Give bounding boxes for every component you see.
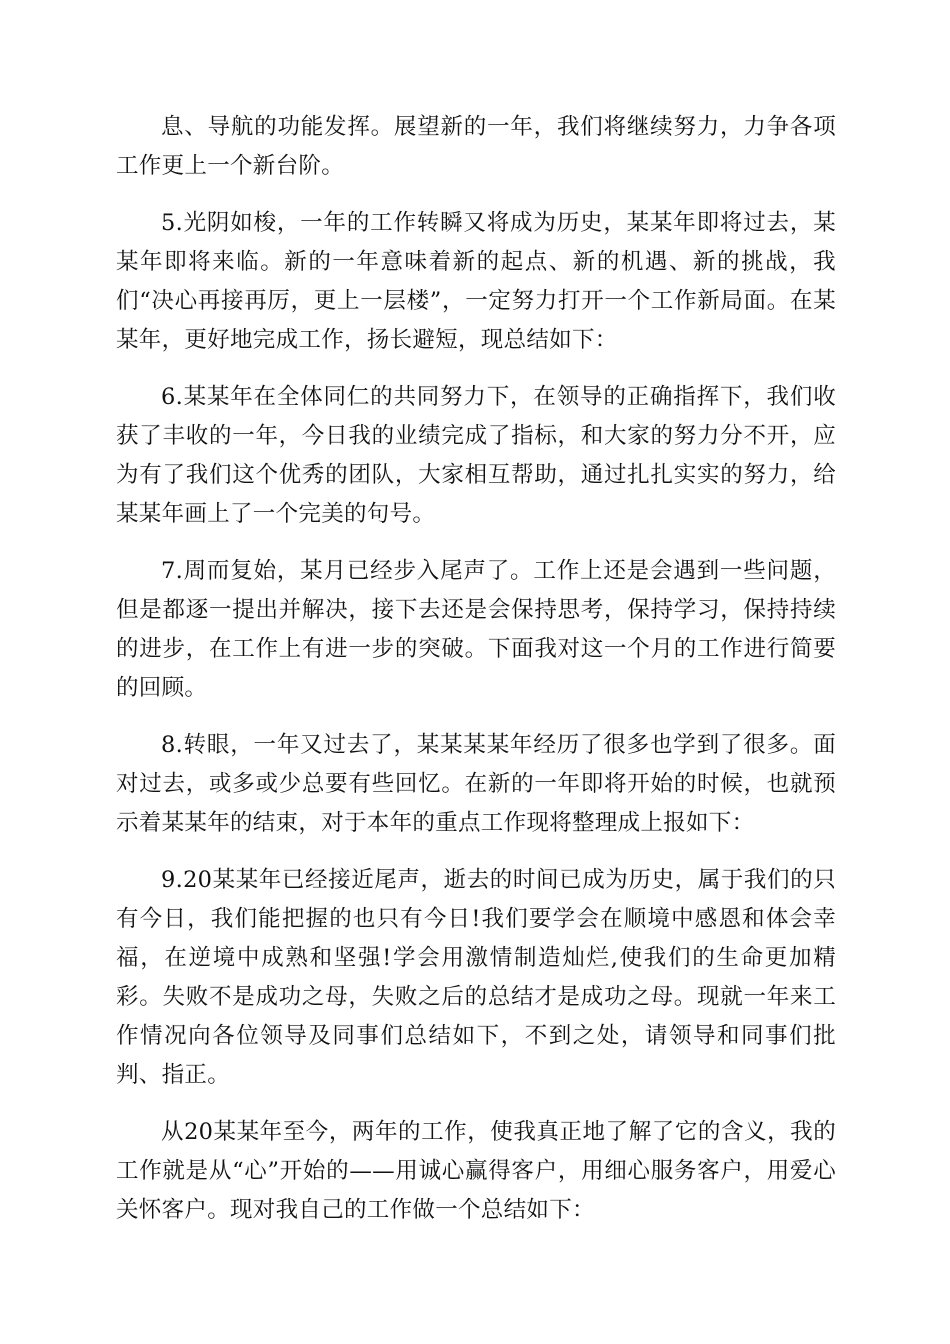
paragraph-closing: 从20某某年至今，两年的工作，使我真正地了解了它的含义，我的工作就是从“心”开始的——用诚心赢得客户，用细心服务客户，用爱心关怀客户。现对我自己的工作做一个总结如下：: [116, 1119, 836, 1223]
document-body: [116, 108, 836, 1248]
paragraph-7: 7.周而复始，某月已经步入尾声了。工作上还是会遇到一些问题，但是都逐一提出并解决，接下去还是会保持思考，保持学习，保持持续的进步，在工作上有进一步的突破。下面我对这一个月的工作进行简要的回顾。: [116, 558, 836, 701]
paragraph-9: 9.20某某年已经接近尾声，逝去的时间已成为历史，属于我们的只有今日，我们能把握的也只有今日!我们要学会在顺境中感恩和体会幸福，在逆境中成熟和坚强!学会用激情制造灿烂,使我们的生命更加精彩。失败不是成功之母，失败之后的总结才是成功之母。现就一年来工作情况向各位领导及同事们总结如下，不到之处，请领导和同事们批判、指正。: [116, 867, 836, 1088]
paragraph-8: 8.转眼，一年又过去了，某某某某年经历了很多也学到了很多。面对过去，或多或少总要有些回忆。在新的一年即将开始的时候，也就预示着某某年的结束，对于本年的重点工作现将整理成上报如下：: [116, 732, 836, 836]
paragraph-continued: 息、导航的功能发挥。展望新的一年，我们将继续努力，力争各项工作更上一个新台阶。: [116, 114, 836, 179]
paragraph-6: 6.某某年在全体同仁的共同努力下，在领导的正确指挥下，我们收获了丰收的一年，今日我的业绩完成了指标，和大家的努力分不开，应为有了我们这个优秀的团队，大家相互帮助，通过扎扎实实的努力，给某某年画上了一个完美的句号。: [116, 384, 836, 527]
paragraph-5: 5.光阴如梭，一年的工作转瞬又将成为历史，某某年即将过去，某某年即将来临。新的一年意味着新的起点、新的机遇、新的挑战，我们“决心再接再厉，更上一层楼”，一定努力打开一个工作新局面。在某某年，更好地完成工作，扬长避短，现总结如下：: [116, 210, 836, 353]
